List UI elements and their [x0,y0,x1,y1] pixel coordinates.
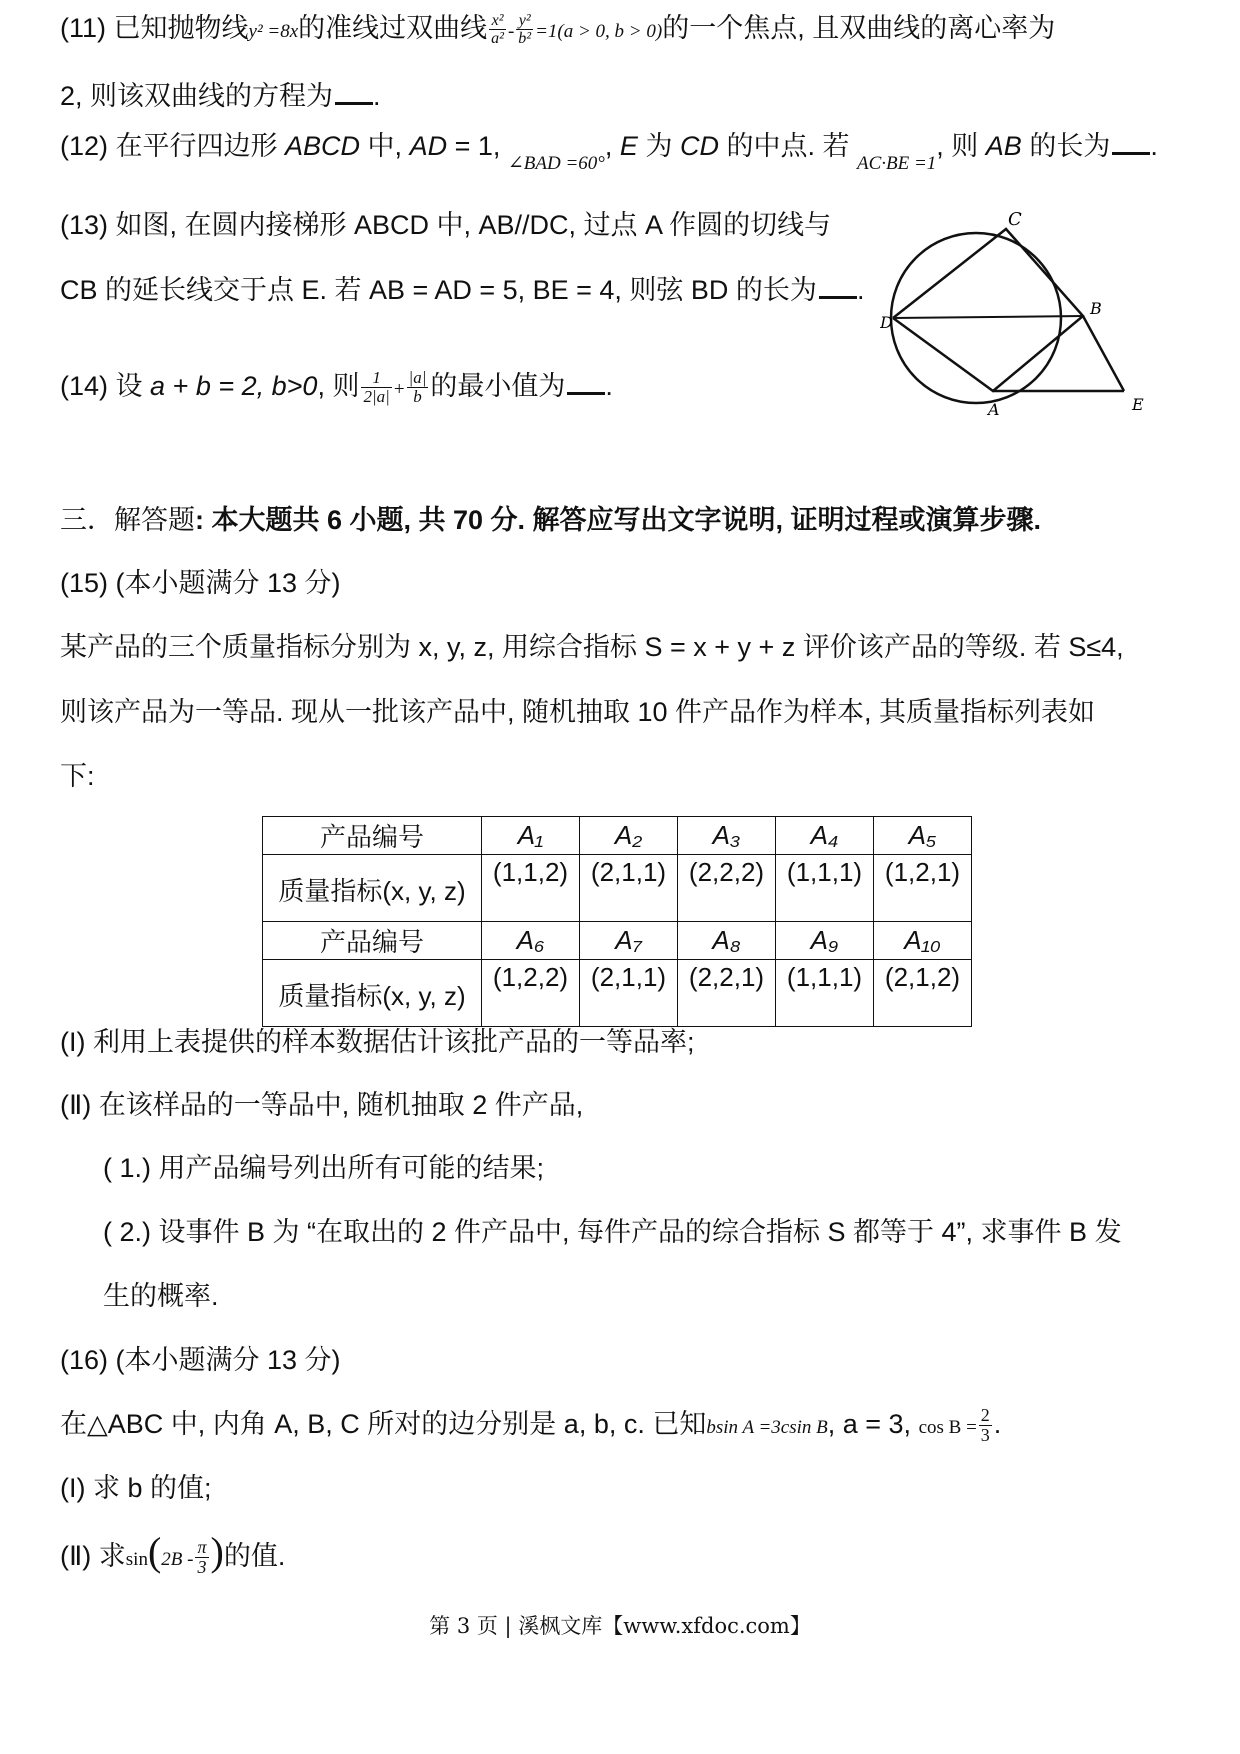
circle-trapezoid-figure [880,205,1160,425]
table-cell: A₈ [678,922,776,960]
q11-line2-text: 2, 则该双曲线的方程为 [60,81,334,111]
q12-t7: 的长为 [1021,131,1111,161]
q12-t5: 的中点. 若 [718,131,857,161]
q12-ab: AB [985,131,1022,161]
q14-frac2: $\frac{|a|}{b}$ [408,367,427,407]
section3-title: 三．解答题 [60,505,195,535]
figure-label-c: C [1008,209,1022,230]
q12-t4: 为 [637,131,680,161]
q11-hyp-tail: =1(a > 0, b > 0) [535,21,663,42]
q12-e: E [619,131,638,161]
q15-sub2a: ( 2.) 设事件 B 为 “在取出的 2 件产品中, 每件产品的综合指标 S 都等于 4”, 求事件 B 发 [103,1217,1122,1247]
table-cell: A₆ [482,922,580,960]
figure-extension-be [1083,316,1124,391]
q12-angle: ∠BAD =60° [507,153,605,174]
q11-line2: 2, 则该双曲线的方程为 . [60,81,381,111]
q12-prefix: (12) 在平行四边形 [60,131,286,161]
q11-prefix: (11) 已知抛物线 [60,13,249,43]
figure-label-e: E [1132,395,1144,414]
q12-dot: AC·BE =1 [856,153,937,174]
q15-head: (15) (本小题满分 13 分) [60,568,341,598]
q15-p1: 某产品的三个质量指标分别为 x, y, z, 用综合指标 S = x + y + z 评价该产品的等级. 若 S≤4, [60,632,1124,662]
table-row [263,855,972,922]
q16-part2-sin: sin [125,1549,148,1570]
q14-blank [567,370,605,395]
q16-part1: (I) 求 b 的值; [60,1473,212,1503]
q11-suffix: 的一个焦点, 且双曲线的离心率为 [662,13,1056,43]
figure-label-a: A [988,400,1000,419]
section3-rest: : 本大题共 6 小题, 共 70 分. 解答应写出文字说明, 证明过程或演算步骤. [195,505,1042,535]
table-row [263,960,972,1027]
q14-cond: a + b = 2, b>0 [150,371,318,401]
q13-line2-text: CB 的延长线交于点 E. 若 AB = AD = 5, BE = 4, 则弦 BD 的长为 [60,275,817,305]
q16-p1-cos: cos B = [918,1417,977,1438]
q16-p1 [60,1404,1001,1448]
q15-sub2b: 生的概率. [103,1281,219,1311]
q11-minus: - [507,21,515,42]
q14-frac1: $\frac{1}{2|a|}$ [363,367,390,407]
table-cell: (1,1,1) [776,855,874,922]
q14-t1: , 则 [317,371,360,401]
table-cell: (2,1,1) [580,855,678,922]
q14-line: (14) 设 a + b = 2, b>0, 则 $\frac{1}{2|a|}$ + $\frac{|a|}{b}$ 的最小值为 . [60,367,613,407]
table-header-id: 产品编号 [263,922,482,960]
table-cell: A₁₀ [874,922,972,960]
page-footer: 第 3 页 | 溪枫文库【www.xfdoc.com】 [429,1614,811,1638]
q15-part2: (Ⅱ) 在该样品的一等品中, 随机抽取 2 件产品, [60,1090,584,1120]
q12-t2: = 1, [447,131,508,161]
table-cell: (2,2,2) [678,855,776,922]
figure-label-b: B [1090,299,1102,318]
table-header-quality: 质量指标(x, y, z) [263,960,482,1027]
table-cell: A₇ [580,922,678,960]
q11-line1 [60,8,1055,52]
table-row [263,922,972,960]
q12-line: (12) 在平行四边形 ABCD 中, AD = 1, $_{\angle BAD =60^\circ}$, E 为 CD 的中点. 若 $_{AC\cdot BE =1}$, 则 AB 的长为 . [60,131,1158,174]
table-cell: A₁ [482,817,580,855]
table-cell: A₅ [874,817,972,855]
q11-parabola: y² =8x [248,21,299,42]
q12-t6: , 则 [936,131,986,161]
table-cell: (2,2,1) [678,960,776,1027]
q12-cd: CD [679,131,719,161]
q16-part2-pre: (Ⅱ) 求 [60,1541,126,1571]
q16-p1-eq: bsin A =3csin B [706,1417,828,1438]
q14-prefix: (14) 设 [60,371,151,401]
q16-part2-end: 的值. [223,1541,286,1571]
q12-t3: , [604,131,620,161]
q13-line1-text: (13) 如图, 在圆内接梯形 ABCD 中, AB//DC, 过点 A 作圆的切线与 [60,210,832,240]
quality-table [262,816,972,1027]
q13-blank [819,274,857,299]
q15-p2: 则该产品为一等品. 现从一批该产品中, 随机抽取 10 件产品作为样本, 其质量指标列表如 [60,697,1096,727]
q14-plus: + [393,379,405,400]
table-cell: A₉ [776,922,874,960]
table-cell: (1,2,1) [874,855,972,922]
table-cell: A₂ [580,817,678,855]
q11-frac-x: $\frac{\text{x²}}{\text{a²}}$ [491,11,504,48]
section3-heading [60,500,1041,540]
q16-frac: $\frac{2}{3}$ [980,1404,990,1446]
table-cell: A₄ [776,817,874,855]
table-cell: (2,1,1) [580,960,678,1027]
figure-chord-db [893,316,1083,318]
q15-part1: (I) 利用上表提供的样本数据估计该批产品的一等品率; [60,1027,695,1057]
table-cell: (1,1,1) [776,960,874,1027]
table-cell: (2,1,2) [874,960,972,1027]
table-row [263,817,972,855]
q16-p1-end: . [993,1409,1002,1439]
q11-frac-y: $\frac{\text{y²}}{\text{b²}}$ [518,11,532,48]
table-cell: (1,1,2) [482,855,580,922]
q16-p1-mid: , a = 3, [827,1409,919,1439]
q16-part2: (Ⅱ) 求sin(2B - $\frac{\pi}{3}$ )的值. [60,1529,286,1578]
q13-line1 [60,205,831,245]
table-header-id: 产品编号 [263,817,482,855]
q14-suffix: 的最小值为 [430,371,566,401]
q16-part2-inner: 2B - [161,1549,194,1570]
q12-ad: AD [409,131,448,161]
q15-p3: 下: [60,761,95,791]
q12-abcd: ABCD [285,131,361,161]
q12-blank [1112,130,1150,155]
table-header-quality: 质量指标(x, y, z) [263,855,482,922]
figure-label-d: D [880,313,893,332]
q13-line2: CB 的延长线交于点 E. 若 AB = AD = 5, BE = 4, 则弦 BD 的长为 . [60,275,865,305]
q11-mid: 的准线过双曲线 [298,13,488,43]
q16-p1-pre: 在△ABC 中, 内角 A, B, C 所对的边分别是 a, b, c. 已知 [60,1409,707,1439]
q12-t1: 中, [360,131,410,161]
q16-head: (16) (本小题满分 13 分) [60,1345,341,1375]
q15-sub1: ( 1.) 用产品编号列出所有可能的结果; [103,1153,545,1183]
q11-blank [335,80,373,105]
q16-part2-frac: $\frac{\pi}{3}$ [197,1536,207,1578]
table-cell: A₃ [678,817,776,855]
table-cell: (1,2,2) [482,960,580,1027]
